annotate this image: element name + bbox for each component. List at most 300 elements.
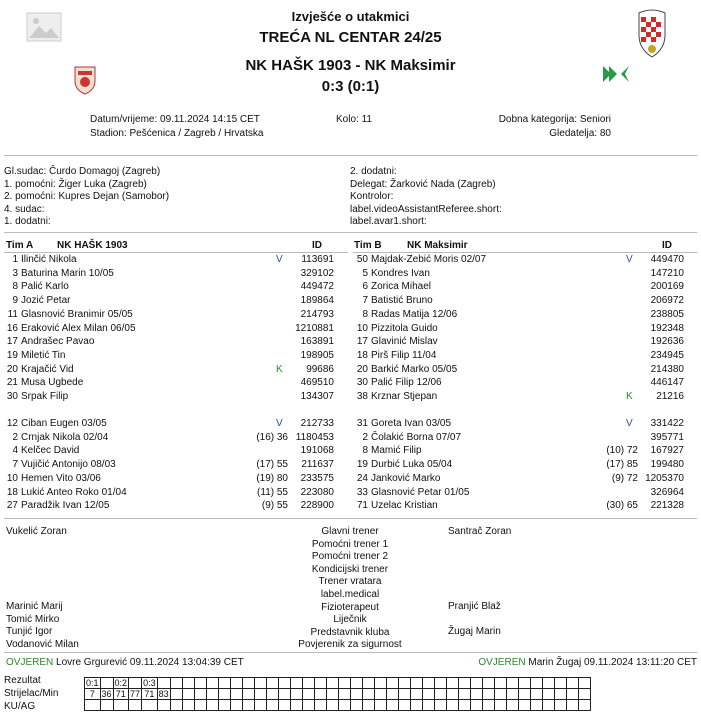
player-id: 147210	[650, 267, 684, 279]
player-name: Baturina Marin 10/05	[21, 267, 114, 279]
official-entry: 1. dodatni:	[4, 216, 51, 227]
player-number: 71	[356, 500, 368, 512]
substitution-minute: (16) 36	[256, 431, 288, 443]
player-id: 206972	[650, 295, 684, 307]
result-cell	[410, 678, 422, 689]
player-name: Lukić Anteo Roko 01/04	[21, 486, 127, 498]
result-cell	[434, 678, 446, 689]
official-entry: label.videoAssistantReferee.short:	[350, 203, 502, 215]
team-b-id-header: ID	[662, 240, 672, 251]
divider	[353, 252, 697, 253]
results-row	[85, 700, 591, 711]
player-id: 211637	[301, 459, 334, 471]
spectators: Gledatelja: 80	[549, 128, 611, 139]
substitution-minute: (10) 72	[606, 445, 638, 457]
player-number: 3	[12, 267, 18, 279]
result-cell	[218, 700, 230, 711]
substitution-minute: (11) 55	[257, 486, 288, 498]
player-number: 18	[6, 486, 18, 498]
official-entry: Kontrolor:	[350, 191, 394, 202]
staff-role: Liječnik	[333, 614, 367, 626]
result-cell	[314, 689, 326, 700]
player-id: 200169	[650, 281, 684, 293]
result-cell	[338, 678, 350, 689]
home-team-name: NK HAŠK 1903	[245, 57, 352, 74]
result-cell: 0:3	[143, 678, 156, 688]
result-cell	[182, 700, 194, 711]
player-name: Kelčec David	[21, 445, 80, 457]
result-cell	[554, 678, 566, 689]
result-cell	[422, 700, 434, 711]
result-cell	[182, 689, 194, 700]
result-cell	[458, 689, 470, 700]
result-cell	[100, 700, 113, 711]
official-entry: 4. sudac:	[4, 203, 45, 215]
result-cell	[362, 689, 374, 700]
result-cell	[578, 678, 590, 689]
result-cell	[142, 700, 158, 711]
result-cell	[206, 700, 218, 711]
result-cell	[242, 689, 254, 700]
player-number: 7	[12, 459, 18, 471]
result-cell	[206, 689, 218, 700]
player-id: 192636	[650, 336, 684, 348]
result-cell	[218, 689, 230, 700]
player-number: 33	[356, 486, 368, 498]
result-cell	[518, 678, 530, 689]
result-cell	[314, 700, 326, 711]
result-cell	[266, 678, 278, 689]
player-number: 50	[356, 254, 368, 265]
result-cell	[446, 678, 458, 689]
player-id: 199480	[650, 459, 684, 471]
player-number: 24	[356, 472, 368, 484]
player-id: 1210881	[295, 322, 334, 334]
result-cell	[410, 689, 422, 700]
player-number: 16	[6, 322, 18, 334]
result-cell	[362, 700, 374, 711]
result-cell	[422, 678, 434, 689]
result-cell: 0:2	[114, 678, 128, 688]
age-category: Dobna kategorija: Seniori	[498, 114, 611, 125]
result-cell	[157, 700, 170, 711]
player-number: 11	[7, 308, 18, 320]
result-cell	[470, 700, 482, 711]
verified-right-text: Marin Žugaj 09.11.2024 13:11:20 CET	[528, 657, 697, 668]
player-id: 113691	[301, 254, 334, 265]
result-cell	[85, 700, 101, 711]
result-cell	[100, 678, 113, 689]
player-id: 134307	[300, 391, 334, 402]
result-cell	[157, 678, 170, 689]
result-cell	[338, 689, 350, 700]
player-number: 17	[356, 336, 368, 348]
result-cell	[350, 689, 362, 700]
team-b-label: Tim B	[354, 240, 382, 251]
report-title: Izvješće o utakmici	[291, 9, 410, 24]
player-id: 331422	[650, 418, 684, 429]
player-name: Palić Filip 12/06	[371, 377, 442, 389]
result-cell: 36	[101, 689, 112, 699]
player-name: Glasnović Branimir 05/05	[21, 308, 133, 320]
player-name: Majdak-Zebić Moris 02/07	[371, 254, 487, 265]
substitution-minute: (30) 65	[606, 500, 638, 512]
divider	[4, 252, 348, 253]
player-number: 17	[6, 336, 18, 348]
result-cell	[290, 689, 302, 700]
substitution-minute: (19) 80	[256, 472, 288, 484]
team-b-name: NK Maksimir	[407, 240, 468, 251]
player-number: 30	[6, 391, 18, 402]
player-id: 1205370	[645, 472, 684, 484]
result-cell	[278, 689, 290, 700]
player-id: 446147	[650, 377, 684, 389]
result-cell	[254, 689, 266, 700]
result-cell	[113, 700, 129, 711]
official-entry: Gl.sudac: Čurdo Domagoj (Zagreb)	[4, 166, 161, 177]
player-id: 329102	[300, 267, 334, 279]
result-cell	[482, 678, 494, 689]
result-cell	[506, 689, 518, 700]
player-id: 233575	[300, 472, 334, 484]
player-number: 6	[362, 281, 368, 293]
result-cell	[326, 700, 338, 711]
official-entry: Delegat: Žarković Nada (Zagreb)	[350, 178, 496, 190]
player-name: Palić Karlo	[21, 281, 69, 293]
player-id: 449472	[300, 281, 334, 293]
result-cell	[494, 678, 506, 689]
result-cell	[302, 678, 314, 689]
result-cell	[398, 700, 410, 711]
result-cell	[302, 700, 314, 711]
result-cell	[530, 689, 542, 700]
staff-member: Tunjić Igor	[6, 626, 53, 638]
official-entry: 2. pomoćni: Kupres Dejan (Samobor)	[4, 191, 170, 202]
player-id: 469510	[300, 377, 334, 389]
player-number: 7	[362, 295, 368, 307]
result-cell	[554, 689, 566, 700]
substitution-minute: (17) 85	[606, 459, 638, 471]
player-id: 212733	[300, 418, 334, 429]
player-name: Paradžik Ivan 12/05	[21, 500, 110, 512]
result-cell	[458, 700, 470, 711]
match-round: Kolo: 11	[336, 114, 372, 125]
player-number: 18	[356, 349, 368, 361]
player-id: 1180453	[295, 431, 334, 443]
player-id: 221328	[650, 500, 684, 512]
result-cell	[386, 700, 398, 711]
result-cell	[374, 678, 386, 689]
result-cell	[129, 678, 142, 689]
player-number: 19	[6, 349, 18, 361]
result-cell	[542, 689, 554, 700]
result-cell	[254, 678, 266, 689]
result-cell	[566, 678, 578, 689]
result-cell	[422, 689, 434, 700]
result-cell	[242, 700, 254, 711]
player-id: 189864	[300, 295, 334, 307]
result-cell	[554, 700, 566, 711]
player-number: 12	[6, 418, 18, 429]
divider	[4, 232, 697, 233]
result-cell: 0:1	[86, 678, 99, 688]
player-number: 21	[6, 377, 18, 389]
player-name: Ciban Eugen 03/05	[21, 418, 107, 429]
result-cell	[266, 689, 278, 700]
player-name: Ilinčić Nikola	[21, 254, 77, 265]
result-cell	[170, 700, 182, 711]
player-name: Vujičić Antonijo 08/03	[21, 459, 116, 471]
result-cell	[542, 678, 554, 689]
player-name: Goreta Ivan 03/05	[371, 418, 452, 429]
result-cell	[398, 689, 410, 700]
result-cell	[446, 700, 458, 711]
player-id: 167927	[650, 445, 684, 457]
result-cell: 71	[113, 689, 129, 700]
player-name: Glavinić Mislav	[371, 336, 438, 348]
result-cell	[410, 700, 422, 711]
player-name: Barkić Marko 05/05	[371, 363, 458, 375]
verified-right-label: OVJEREN	[478, 657, 526, 668]
result-cell	[374, 689, 386, 700]
player-id: 99686	[306, 363, 334, 375]
player-number: 10	[6, 472, 18, 484]
result-cell	[206, 678, 218, 689]
result-cell	[314, 678, 326, 689]
player-number: 20	[356, 363, 368, 375]
player-name: Miletić Tin	[21, 349, 66, 361]
player-name: Andrašec Pavao	[21, 336, 95, 348]
result-cell	[278, 700, 290, 711]
player-number: 8	[362, 308, 368, 320]
result-cell	[578, 689, 590, 700]
staff-role: Predstavnik kluba	[310, 626, 390, 638]
staff-role: Povjerenik za sigurnost	[298, 639, 402, 651]
staff-role: Pomoćni trener 2	[311, 551, 389, 563]
verified-left-text: Lovre Grgurević 09.11.2024 13:04:39 CET	[56, 657, 244, 668]
result-cell	[266, 700, 278, 711]
goalkeeper-mark: V	[626, 418, 633, 429]
staff-role: Pomoćni trener 1	[311, 538, 389, 550]
result-cell	[302, 689, 314, 700]
team-a-name: NK HAŠK 1903	[57, 240, 128, 251]
team-b-representative: Žugaj Marin	[448, 626, 501, 637]
substitution-minute: (9) 55	[261, 500, 288, 512]
result-cell	[386, 689, 398, 700]
player-name: Srpak Filip	[21, 391, 69, 402]
player-id: 163891	[300, 336, 334, 348]
result-cell	[434, 700, 446, 711]
away-team-name: NK Maksimir	[364, 57, 456, 74]
player-number: 8	[12, 281, 18, 293]
verified-left	[6, 657, 244, 668]
staff-role: Trener vratara	[318, 576, 382, 588]
result-cell: 7	[85, 689, 101, 700]
player-id: 191068	[300, 445, 334, 457]
result-cell	[254, 700, 266, 711]
player-name: Durbić Luka 05/04	[371, 459, 453, 471]
verified-right	[478, 657, 697, 668]
team-a-label: Tim A	[6, 240, 34, 251]
result-cell	[470, 689, 482, 700]
result-cell	[398, 678, 410, 689]
staff-role: Kondicijski trener	[311, 563, 389, 575]
result-cell	[129, 700, 142, 711]
player-name: Mamić Filip	[371, 445, 422, 457]
result-cell	[518, 689, 530, 700]
result-cell	[230, 678, 242, 689]
player-name: Eraković Alex Milan 06/05	[21, 322, 136, 334]
official-entry: label.avar1.short:	[350, 216, 427, 227]
result-cell	[326, 678, 338, 689]
player-name: Kondres Ivan	[371, 267, 430, 279]
goalkeeper-mark: V	[276, 418, 283, 429]
divider	[4, 518, 697, 519]
player-number: 19	[356, 459, 368, 471]
result-cell	[458, 678, 470, 689]
result-cell	[566, 689, 578, 700]
result-cell	[518, 700, 530, 711]
player-number: 20	[6, 363, 18, 375]
staff-member: Vodanović Milan	[6, 638, 79, 650]
player-name: Radas Matija 12/06	[371, 308, 458, 320]
result-cell	[494, 689, 506, 700]
player-name: Jozić Petar	[21, 295, 71, 307]
competition-name: TREĆA NL CENTAR 24/25	[259, 29, 442, 46]
goalkeeper-mark: V	[626, 254, 633, 265]
player-id: 214793	[300, 308, 334, 320]
result-cell	[338, 700, 350, 711]
divider	[4, 652, 697, 653]
substitution-minute: (17) 55	[256, 459, 288, 471]
results-grid	[84, 677, 591, 711]
player-number: 30	[356, 377, 368, 389]
staff-role: Glavni trener	[321, 526, 379, 537]
player-number: 2	[12, 431, 18, 443]
player-id: 326964	[650, 486, 684, 498]
result-cell	[434, 689, 446, 700]
ku-ag-label: KU/AG	[4, 701, 36, 712]
player-name: Hemen Vito 03/06	[21, 472, 101, 484]
captain-mark: K	[626, 391, 633, 402]
player-name: Čolakić Borna 07/07	[371, 431, 462, 443]
result-cell	[194, 678, 206, 689]
result-cell	[542, 700, 554, 711]
result-cell	[446, 689, 458, 700]
result-cell	[362, 678, 374, 689]
match-score: 0:3 (0:1)	[321, 78, 380, 95]
player-number: 31	[356, 418, 368, 429]
player-name: Uzelac Kristian	[371, 500, 438, 512]
player-id: 228900	[300, 500, 334, 512]
match-stadium: Stadion: Pešćenica / Zagreb / Hrvatska	[90, 128, 264, 139]
result-cell	[290, 700, 302, 711]
player-name: Zorica Mihael	[371, 281, 432, 293]
player-name: Krajačić Vid	[21, 363, 74, 375]
player-number: 4	[12, 445, 18, 457]
result-cell	[482, 689, 494, 700]
player-name: Janković Marko	[371, 472, 441, 484]
result-cell	[170, 689, 182, 700]
result-cell	[506, 678, 518, 689]
scorer-label: Strijelac/Min	[4, 688, 59, 699]
team-a-id-header: ID	[312, 240, 322, 251]
team-a-head-coach: Vukelić Zoran	[6, 526, 67, 537]
match-teams: NK HAŠK 1903 - NK Maksimir	[245, 57, 456, 74]
result-cell	[290, 678, 302, 689]
goalkeeper-mark: V	[276, 254, 283, 265]
result-cell: 83	[158, 689, 169, 699]
result-cell	[230, 689, 242, 700]
player-name: Batistić Bruno	[371, 295, 433, 307]
result-label: Rezultat	[4, 675, 41, 686]
player-name: Pizzitola Guido	[371, 322, 438, 334]
results-row	[85, 689, 591, 700]
player-name: Glasnović Petar 01/05	[371, 486, 470, 498]
player-id: 223080	[300, 486, 334, 498]
captain-mark: K	[276, 363, 283, 375]
result-cell	[242, 678, 254, 689]
substitution-minute: (9) 72	[611, 472, 638, 484]
result-cell	[350, 678, 362, 689]
result-cell	[374, 700, 386, 711]
result-cell	[182, 678, 194, 689]
player-name: Musa Ugbede	[21, 377, 84, 389]
result-cell	[470, 678, 482, 689]
player-name: Pirš Filip 11/04	[371, 349, 437, 361]
result-cell	[566, 700, 578, 711]
player-name: Krznar Stjepan	[371, 391, 438, 402]
staff-role: label.medical	[320, 589, 380, 600]
player-number: 10	[356, 322, 368, 334]
player-id: 238805	[650, 308, 684, 320]
result-cell	[278, 678, 290, 689]
result-cell	[350, 700, 362, 711]
player-id: 192348	[650, 322, 684, 334]
result-cell	[482, 700, 494, 711]
player-number: 27	[6, 500, 18, 512]
verified-left-label: OVJEREN	[6, 657, 54, 668]
player-id: 198905	[300, 349, 334, 361]
match-datetime: Datum/vrijeme: 09.11.2024 14:15 CET	[90, 114, 260, 125]
result-cell	[326, 689, 338, 700]
player-id: 395771	[650, 431, 684, 443]
staff-member: Tomić Mirko	[6, 613, 60, 625]
result-cell	[194, 700, 206, 711]
official-entry: 2. dodatni:	[350, 166, 397, 177]
result-cell	[386, 678, 398, 689]
result-cell	[170, 678, 182, 689]
result-cell	[578, 700, 590, 711]
player-number: 5	[362, 267, 368, 279]
player-number: 8	[362, 445, 368, 457]
results-row	[85, 678, 591, 689]
player-number: 1	[12, 254, 18, 265]
player-number: 2	[362, 431, 368, 443]
result-cell: 71	[142, 689, 158, 700]
player-id: 214380	[650, 363, 684, 375]
result-cell	[506, 700, 518, 711]
player-id: 449470	[650, 254, 684, 265]
result-cell	[230, 700, 242, 711]
result-cell	[530, 678, 542, 689]
team-b-head-coach: Santrač Zoran	[448, 526, 512, 537]
staff-role: Fizioterapeut	[321, 601, 379, 613]
result-cell	[218, 678, 230, 689]
result-cell	[194, 689, 206, 700]
player-id: 234945	[650, 349, 684, 361]
player-id: 21216	[656, 391, 684, 402]
